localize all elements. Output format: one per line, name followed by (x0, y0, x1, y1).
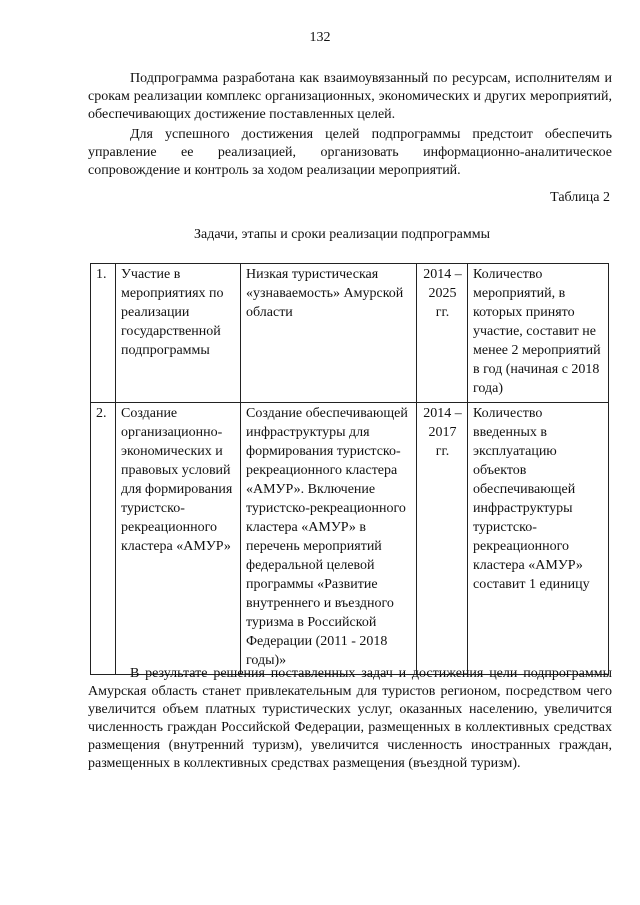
problem-cell: Создание обеспечивающей инфраструктуры для формирования туристско-рекреационного кластера «АМУР». Включение туристско-рекреационного кластера «АМУР» в перечень мероприятий федеральной целевой программы «Развитие внутреннего и въездного туризма в Российской Федерации (2011 - 2018 годы)» (241, 403, 417, 675)
intro-paragraph-1 (88, 70, 612, 124)
intro-paragraph-2-text: Для успешного достижения целей подпрограммы предстоит обеспечить управление ее реализацией, организовать информационно-аналитическое сопровождение и контроль за ходом реализации мероприятий. (88, 127, 612, 178)
table-row (91, 403, 609, 675)
task-cell: Участие в мероприятиях по реализации государственной подпрограммы (116, 264, 241, 403)
row-number-cell: 1. (91, 264, 116, 403)
closing-paragraph-text: В результате решения поставленных задач и достижения цели подпрограммы Амурская область станет привлекательным для туристов регионом, посредством чего увеличится объем платных туристических услуг, оказанных населению, увеличится численность граждан Российской Федерации, размещенных в коллективных средствах размещения (внутренний туризм), увеличится численность иностранных граждан, размещенных в коллективных средствах размещения (въездной туризм). (88, 666, 612, 771)
indicator-cell: Количество введенных в эксплуатацию объектов обеспечивающей инфраструктуры туристско-рекреационного кластера «АМУР» составит 1 единицу (468, 403, 609, 675)
table-caption: Задачи, этапы и сроки реализации подпрограммы (194, 227, 490, 242)
term-cell: 2014 – 2017 гг. (417, 403, 468, 675)
intro-paragraph-2 (88, 126, 612, 180)
row-number-cell: 2. (91, 403, 116, 675)
indicator-cell: Количество мероприятий, в которых принято участие, составит не менее 2 мероприятий в год (начиная с 2018 года) (468, 264, 609, 403)
tasks-table (90, 263, 609, 675)
intro-paragraph-1-text: Подпрограмма разработана как взаимоувязанный по ресурсам, исполнителям и срокам реализации комплекс организационных, экономических и других мероприятий, обеспечивающих достижение поставленных целей. (88, 71, 612, 122)
closing-paragraph (88, 665, 612, 773)
table-row (91, 264, 609, 403)
table-label: Таблица 2 (550, 190, 610, 205)
page-number: 132 (309, 30, 331, 45)
task-cell: Создание организационно-экономических и правовых условий для формирования туристско-рекреационного кластера «АМУР» (116, 403, 241, 675)
term-cell: 2014 – 2025 гг. (417, 264, 468, 403)
problem-cell: Низкая туристическая «узнаваемость» Амурской области (241, 264, 417, 403)
